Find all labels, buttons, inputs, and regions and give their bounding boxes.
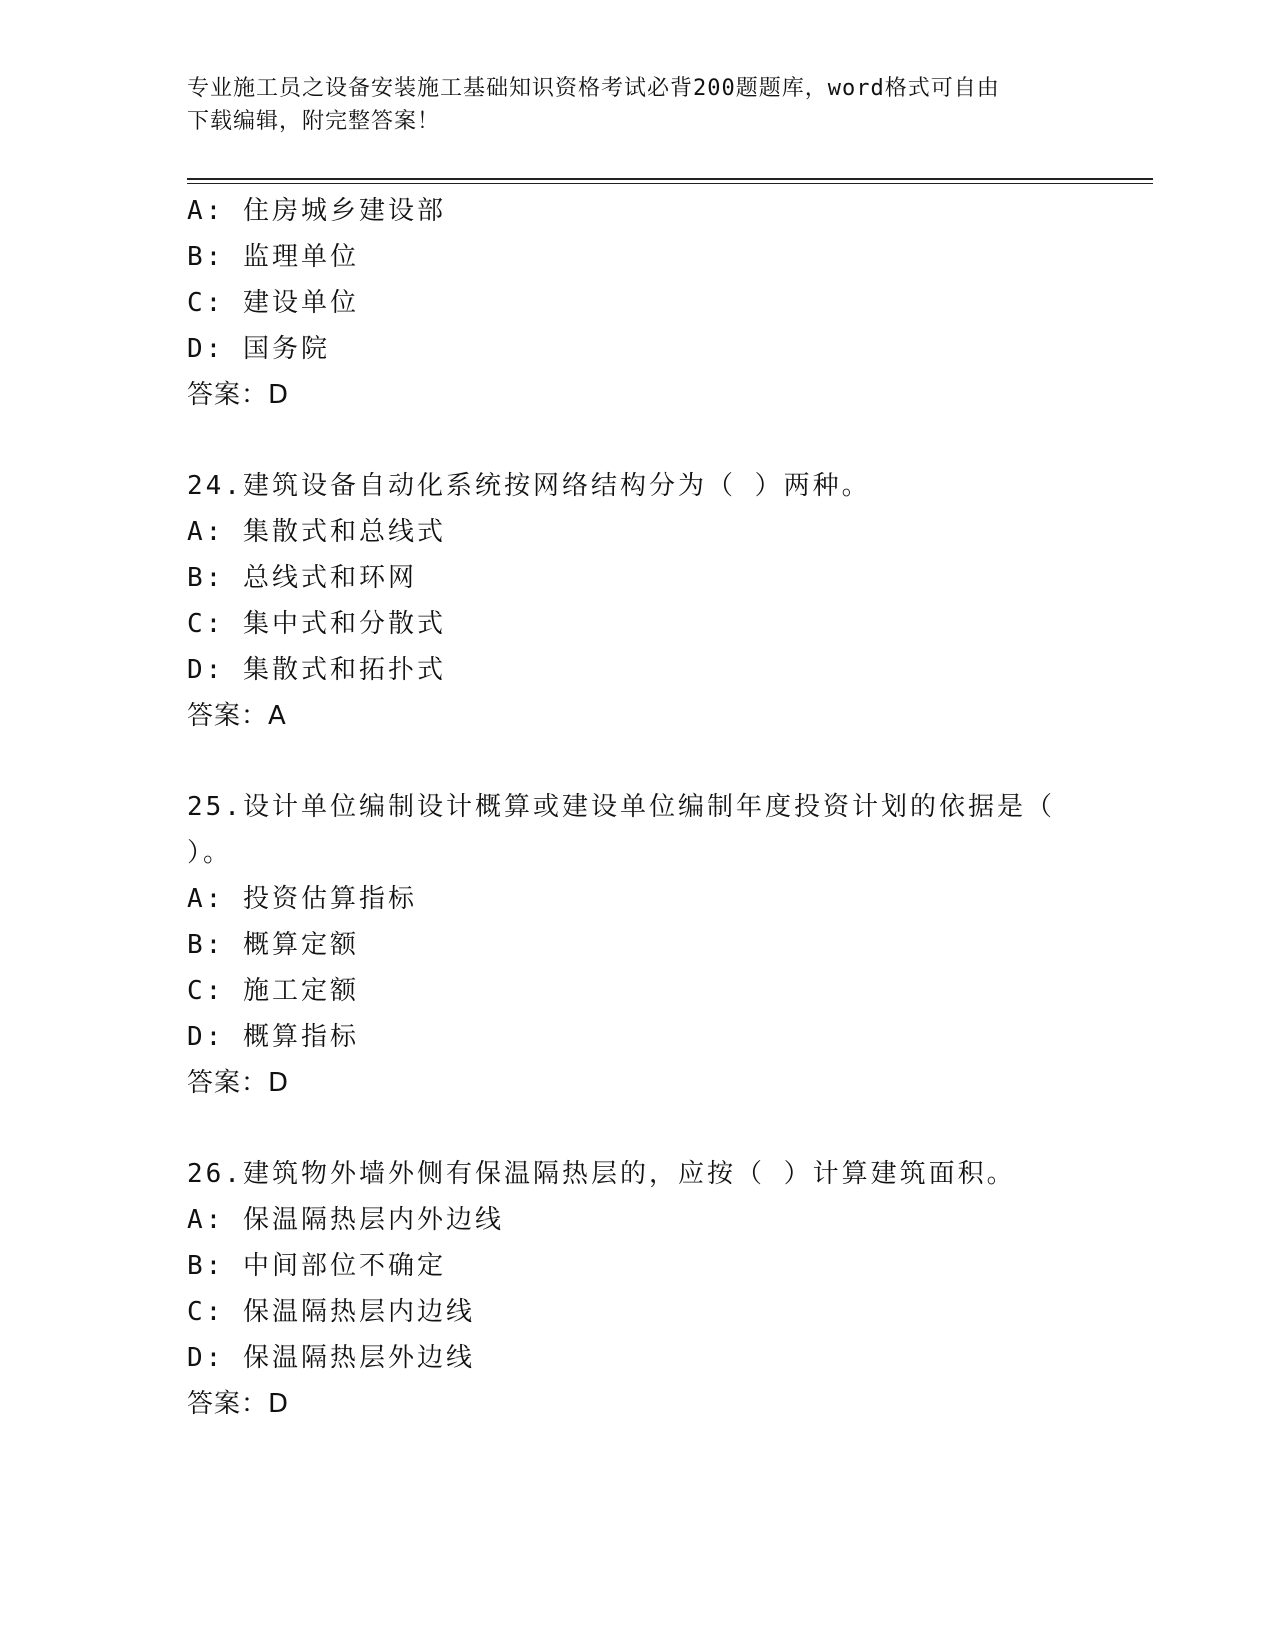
option-b: B: 总线式和环网 — [187, 563, 417, 593]
option-a: A: 集散式和总线式 — [187, 517, 446, 547]
option-d: D: 国务院 — [187, 334, 330, 364]
question-list — [187, 188, 1087, 1427]
option-b: B: 概算定额 — [187, 930, 359, 960]
question-26 — [187, 1151, 1087, 1427]
option-a: A: 投资估算指标 — [187, 884, 417, 914]
header-line-1: 专业施工员之设备安装施工基础知识资格考试必背200题题库，word格式可自由 — [187, 76, 1000, 101]
option-d: D: 集散式和拓扑式 — [187, 655, 446, 685]
option-b: B: 监理单位 — [187, 242, 359, 272]
question-text: 24.建筑设备自动化系统按网络结构分为（ ）两种。 — [187, 471, 871, 501]
answer: 答案：A — [187, 701, 287, 731]
header-line-2: 下载编辑，附完整答案！ — [187, 109, 441, 134]
option-c: C: 集中式和分散式 — [187, 609, 446, 639]
question-text: 26.建筑物外墙外侧有保温隔热层的，应按（ ）计算建筑面积。 — [187, 1159, 1016, 1189]
option-a: A: 住房城乡建设部 — [187, 196, 446, 226]
answer: 答案：D — [187, 380, 290, 410]
option-c: C: 施工定额 — [187, 976, 359, 1006]
option-d: D: 概算指标 — [187, 1022, 359, 1052]
answer: 答案：D — [187, 1068, 290, 1098]
question-24 — [187, 463, 1087, 739]
header-divider-thin — [187, 183, 1153, 184]
question-text-line-1: 25.设计单位编制设计概算或建设单位编制年度投资计划的依据是（ — [187, 792, 1055, 822]
question-23 — [187, 188, 1087, 418]
option-b: B: 中间部位不确定 — [187, 1251, 446, 1281]
document-header — [187, 72, 1067, 138]
option-d: D: 保温隔热层外边线 — [187, 1343, 475, 1373]
header-divider-thick — [187, 178, 1153, 180]
option-a: A: 保温隔热层内外边线 — [187, 1205, 504, 1235]
question-text-line-2: ）。 — [187, 838, 233, 868]
option-c: C: 建设单位 — [187, 288, 359, 318]
question-25 — [187, 784, 1087, 1106]
option-c: C: 保温隔热层内边线 — [187, 1297, 475, 1327]
answer: 答案：D — [187, 1389, 290, 1419]
